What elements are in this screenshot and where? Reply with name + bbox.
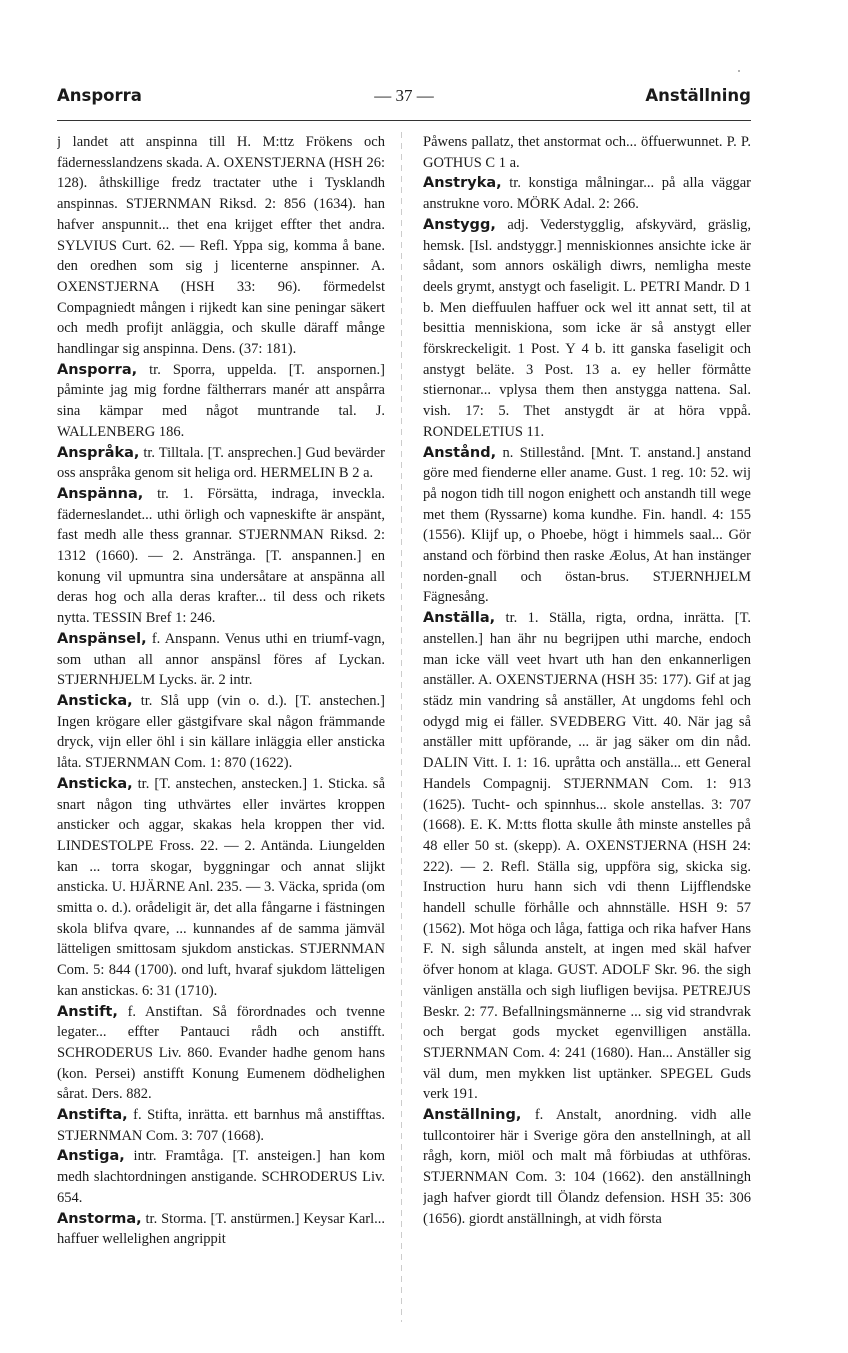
entry [57,1002,385,1106]
entry [57,1105,385,1146]
entry-text: tr. Tilltala. [T. ansprechen.] Gud bevärder oss anspråka genom sit heliga ord. HERMELIN B 2 a. [57,444,385,482]
headword: Ansticka, [57,775,133,792]
speck [738,70,740,72]
entry-text: f. Stifta, inrätta. ett barnhus må anstifftas. STJERNMAN Com. 3: 707 (1668). [57,1107,385,1144]
headword: Ansporra, [57,361,138,378]
entry [423,608,751,1105]
entry-text: tr. 1. Ställa, rigta, ordna, inrätta. [T. anstellen.] han ähr nu begrijpen uthi marche, endoch man icke väll veet hvart uth han den enkannerligen anställer. A. OXENSTJERNA (HSH 35: 177). Gif at jag städz min vandring så anställer, At ungdoms fehl och odygd mig ei fäller. SVEDBERG Vitt. 40. När jag så anställer mitt upförande, ... är jag säker om din nåd. DALIN Vitt. I. 1: 16. upråtta och anställa... ett General Handels Compagnij. STJERNMAN Com. 1: 913 (1625). Tucht- och spinnhus... skole anstellas. 3: 707 (1668). E. K. M:tts flotta skulle åth minste anstelles på 48 eller 50 st. (skepp). A. OXENSTJERNA (HSH 24: 222). — 2. Refl. Ställa sig, uppföra sig, skicka sig. Instruction huru hann sich vdi thenn Lijfflendske handell schulle förhålle och ahnnställe. HSH 9: 57 (1562). Mot höga och låga, fattiga och rika hafver Hans F. N. sigh sålunda anstelt, at ingen med skäl hafver öfver honom at klaga. GUST. ADOLF Skr. 96. the sigh vänligen anställa och sigh liufligen bevijsa. PETREJUS Beskr. 2: 77. Befallningsmännerne ... sig vid strandvrak och bergat gods mycket egenvilligen anställa. STJERNMAN Com. 4: 241 (1680). Han... Anställer sig väl dum, men mykken list uptänker. SPEGEL Guds verk 191. [423,610,751,1103]
entry-text: Påwens pallatz, thet anstormat och... öffuerwunnet. P. P. GOTHUS C 1 a. [423,134,751,171]
headword: Anstånd, [423,444,497,461]
entry [57,484,385,629]
headword: Anstiga, [57,1148,125,1165]
entry [57,629,385,691]
entry-text: f. Anstalt, anordning. vidh alle tullcontoirer här i Sverige göra den anstellningh, at all rågh, korn, miöl och malt må förbiudas at uthföras. STJERNMAN Com. 3: 104 (1662). den anställningh jagh hafver giordt till Ölandz defension. HSH 35: 306 (1656). giordt anställningh, at vidh första [423,1107,751,1227]
entry-text: tr. Sporra, uppelda. [T. anspornen.] påminte jag mig fordne fältherrars manér att anspårra sina kämpar med något muntrande tal. J. WALLENBERG 186. [57,361,385,440]
header-first-word: Ansporra [57,86,142,105]
entry-text: tr. Storma. [T. anstürmen.] Keysar Karl... haffuer wellelighen angrippit [57,1210,385,1248]
entry-text: tr. konstiga målningar... på alla väggar anstrukne voro. MÖRK Adal. 2: 266. [423,175,751,213]
entry-text: f. Anstiftan. Så förordnades och tvenne legater... effter Pantauci rådh och anstifft. SCHRODERUS Liv. 860. Evander hadhe genom hans (kon. Persei) anstifft Konung Eumenem dödhelighen sårat. Ders. 882. [57,1003,385,1103]
headword: Anställning, [423,1107,522,1124]
entry-text: j landet att anspinna till H. M:ttz Frökens och fädernesslandzens skada. A. OXENSTJERNA (HSH 26: 128). åthskillige fredz tractater uthe i Tysklandh anspinnas. STJERNMAN Riksd. 2: 856 (1634). han hafver anspunnit... thet ena krijget effter thet andra. SYLVIUS Curt. 62. — Refl. Yppa sig, komma å bane. den oredhen som sig j licenterne anspinner. A. OXENSTJERNA (HSH 33: 96). förmedelst Compagniedt mången i rijkedt kan sine peningar säkert och medh profijt anläggia, och skulle däraff månge handlingar sig anspinna. Dens. (37: 181). [57,134,385,358]
page-number: — 37 — [374,86,434,105]
headword: Anstifta, [57,1107,128,1124]
entry [423,215,751,443]
headword: Anstorma, [57,1210,142,1227]
entry-text: tr. Slå upp (vin o. d.). [T. anstechen.] Ingen krögare eller gästgifvare skal någon främmande dryck, vijn eller öhl i sin källare inläggia eller ansticka låta. STJERNMAN Com. 1: 870 (1622). [57,692,385,772]
entry [423,132,751,173]
headword: Ansticka, [57,692,133,709]
running-header [57,86,751,114]
column-divider [401,132,402,1322]
entry [57,1146,385,1208]
entry-text: n. Stillestånd. [Mnt. T. anstand.] anstand göre med fienderne eller aname. Gust. 1 reg. 10: 52. wij på nogon tidh till nogon enighett och anstandh till wege met them (Ryssarne) koma kundhe. Fin. handl. 4: 155 (1556). Klijf up, o Phoebe, högt i himmels saal... Gör anstand och förbind then raske Æolus, At han instänger norden-gnall och östan-brus. STJERNHJELM Fägnesång. [423,444,751,606]
entry [57,1209,385,1250]
headword: Anstift, [57,1003,118,1020]
headword: Anställa, [423,610,496,627]
entry-text: f. Anspann. Venus uthi en triumf-vagn, som uthan all annor anspänsl föres af Lyckan. STJERNHJELM Lycks. är. 2 intr. [57,630,385,689]
headword: Anstygg, [423,216,496,233]
left-column [57,132,385,1322]
entry [423,173,751,214]
entry [423,443,751,609]
headword: Anspänna, [57,485,144,502]
entry [423,1105,751,1229]
headword: Anstryka, [423,175,502,192]
headword: Anspråka, [57,444,140,461]
entry [57,360,385,443]
entry-text: tr. 1. Försätta, indraga, inveckla. fäderneslandet... uthi örligh och vapneskifte är anspänt, fast medh alle thess grannar. STJERNMAN Riksd. 2: 1312 (1660). — 2. Anstränga. [T. anspannen.] en konung vil upmuntra sina undersåtare at anspänna all deras hog och alla deras krafter... til dess och rikets nytta. TESSIN Bref 1: 246. [57,485,385,627]
right-column [423,132,751,1322]
headword: Anspänsel, [57,630,147,647]
entry-text: tr. [T. anstechen, anstecken.] 1. Sticka. så snart någon ting uthvärtes eller invärtes kroppen ansticker och aggar, skakas hela kroppen ther vid. LINDESTOLPE Fross. 22. — 2. Antända. Liungelden kan ... torra skogar, byggningar och annat slijkt ansticka. U. HJÄRNE Anl. 235. — 3. Väcka, sprida (om smitta o. d.). orådeligit är, det alla fångarne i fästningen skola blifva qvare, ... kunnandes af de samma jämväl lätteligen smittosam sjukdom anstickas. STJERNMAN Com. 5: 844 (1700). ond luft, hvaraf sjukdom lätteligen kan anstickas. 6: 31 (1710). [57,775,385,999]
entry [57,443,385,484]
header-last-word: Anställning [645,86,751,105]
entry [57,132,385,360]
entry-text: adj. Vederstygglig, afskyvärd, gräslig, hemsk. [Isl. andstyggr.] menniskionnes ansichte icke är sådant, som annors oskäligh diwrs, nemligha meste deels grymt, anstygt och faseligit. L. PETRI Mandr. D 1 b. Men dieffuulen haffuer ock wel itt annat sett, til at besittia menniskiona, som icke är så anstygt eller förskreckeligit. 1 Post. Y 4 b. itt ganska faseligit och anstygt beläte. 3 Post. 13 a. ey heller förmåtte stiernonar... vplysa them then anstygga nattena. Sal. vish. 17: 5. Thet anstygdt är at höra vppå. RONDELETIUS 11. [423,216,751,440]
header-rule [57,120,751,121]
entry-text: intr. Framtåga. [T. ansteigen.] han kom medh slachtordningen anstigande. SCHRODERUS Liv. 654. [57,1148,385,1206]
entry [57,774,385,1002]
entry [57,691,385,774]
